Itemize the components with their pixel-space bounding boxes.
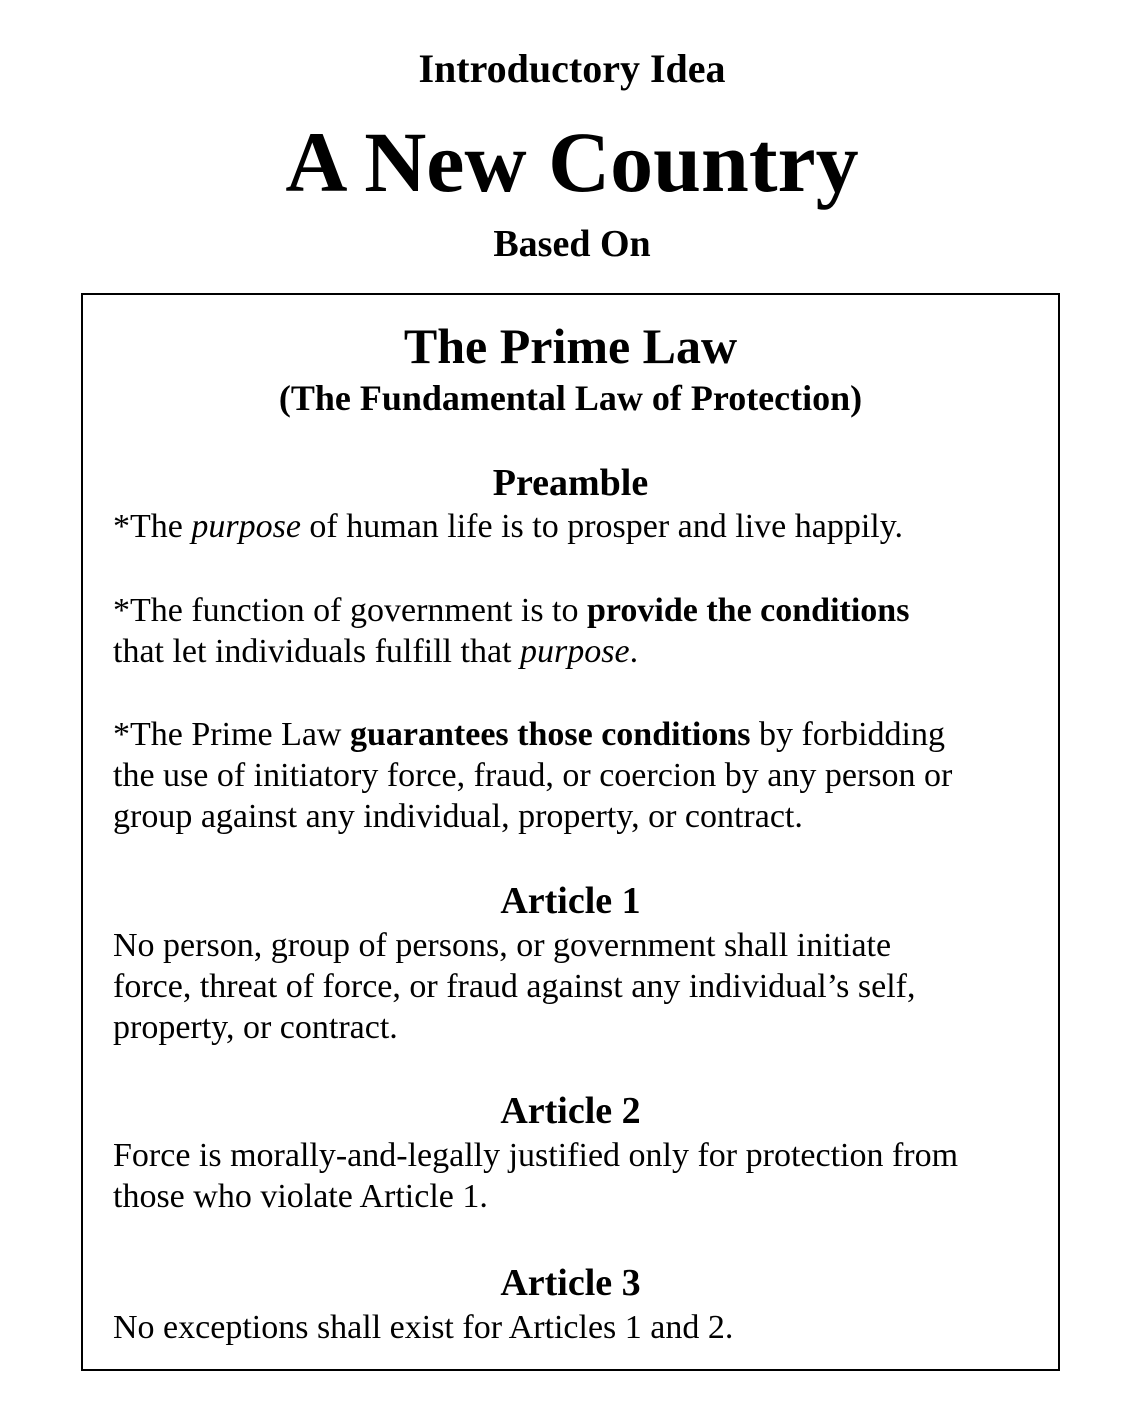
page-title: A New Country — [285, 114, 859, 210]
paragraph-line: the use of initiatory force, fraud, or coercion by any person or — [113, 757, 953, 794]
emphasis-text: purpose — [191, 508, 301, 545]
article-2-heading: Article 2 — [500, 1090, 641, 1132]
article-3-heading: Article 3 — [500, 1262, 641, 1304]
law-subtitle: (The Fundamental Law of Protection) — [278, 378, 863, 418]
text-segment: that let individuals fulfill that — [113, 633, 520, 670]
paragraph-line — [113, 714, 1043, 755]
paragraph-line: property, or contract. — [113, 1009, 398, 1046]
prime-law-box — [81, 293, 1060, 1371]
text-segment: . — [629, 633, 639, 670]
text-segment: *The function of government is to — [113, 592, 588, 629]
paragraph-line — [113, 590, 1043, 631]
preamble-paragraph-1 — [113, 506, 1043, 547]
based-on-label: Based On — [493, 223, 651, 265]
text-segment: by forbidding — [750, 716, 946, 753]
emphasis-text: purpose — [520, 633, 630, 670]
article-1-heading: Article 1 — [500, 880, 641, 922]
paragraph-line: No person, group of persons, or government shall initiate — [113, 927, 892, 964]
preamble-heading: Preamble — [492, 462, 649, 504]
preamble-paragraph-3 — [113, 714, 1043, 837]
text-segment: of human life is to prosper and live happily. — [300, 508, 904, 545]
paragraph-line: No exceptions shall exist for Articles 1 and 2. — [113, 1309, 734, 1346]
law-title: The Prime Law — [403, 318, 738, 374]
article-1-text — [113, 925, 1043, 1048]
intro-label: Introductory Idea — [418, 46, 726, 91]
text-segment: *The — [113, 508, 192, 545]
paragraph-line — [113, 631, 1043, 672]
paragraph-line: group against any individual, property, or contract. — [113, 798, 803, 835]
paragraph-line: force, threat of force, or fraud against any individual’s self, — [113, 968, 916, 1005]
article-3-text — [113, 1307, 1043, 1348]
text-segment: *The Prime Law — [113, 716, 350, 753]
paragraph-line: those who violate Article 1. — [113, 1178, 488, 1215]
paragraph-line: Force is morally-and-legally justified only for protection from — [113, 1137, 959, 1174]
bold-text: provide the conditions — [587, 592, 910, 629]
article-2-text — [113, 1135, 1043, 1217]
preamble-paragraph-2 — [113, 590, 1043, 672]
bold-text: guarantees those conditions — [350, 716, 751, 753]
